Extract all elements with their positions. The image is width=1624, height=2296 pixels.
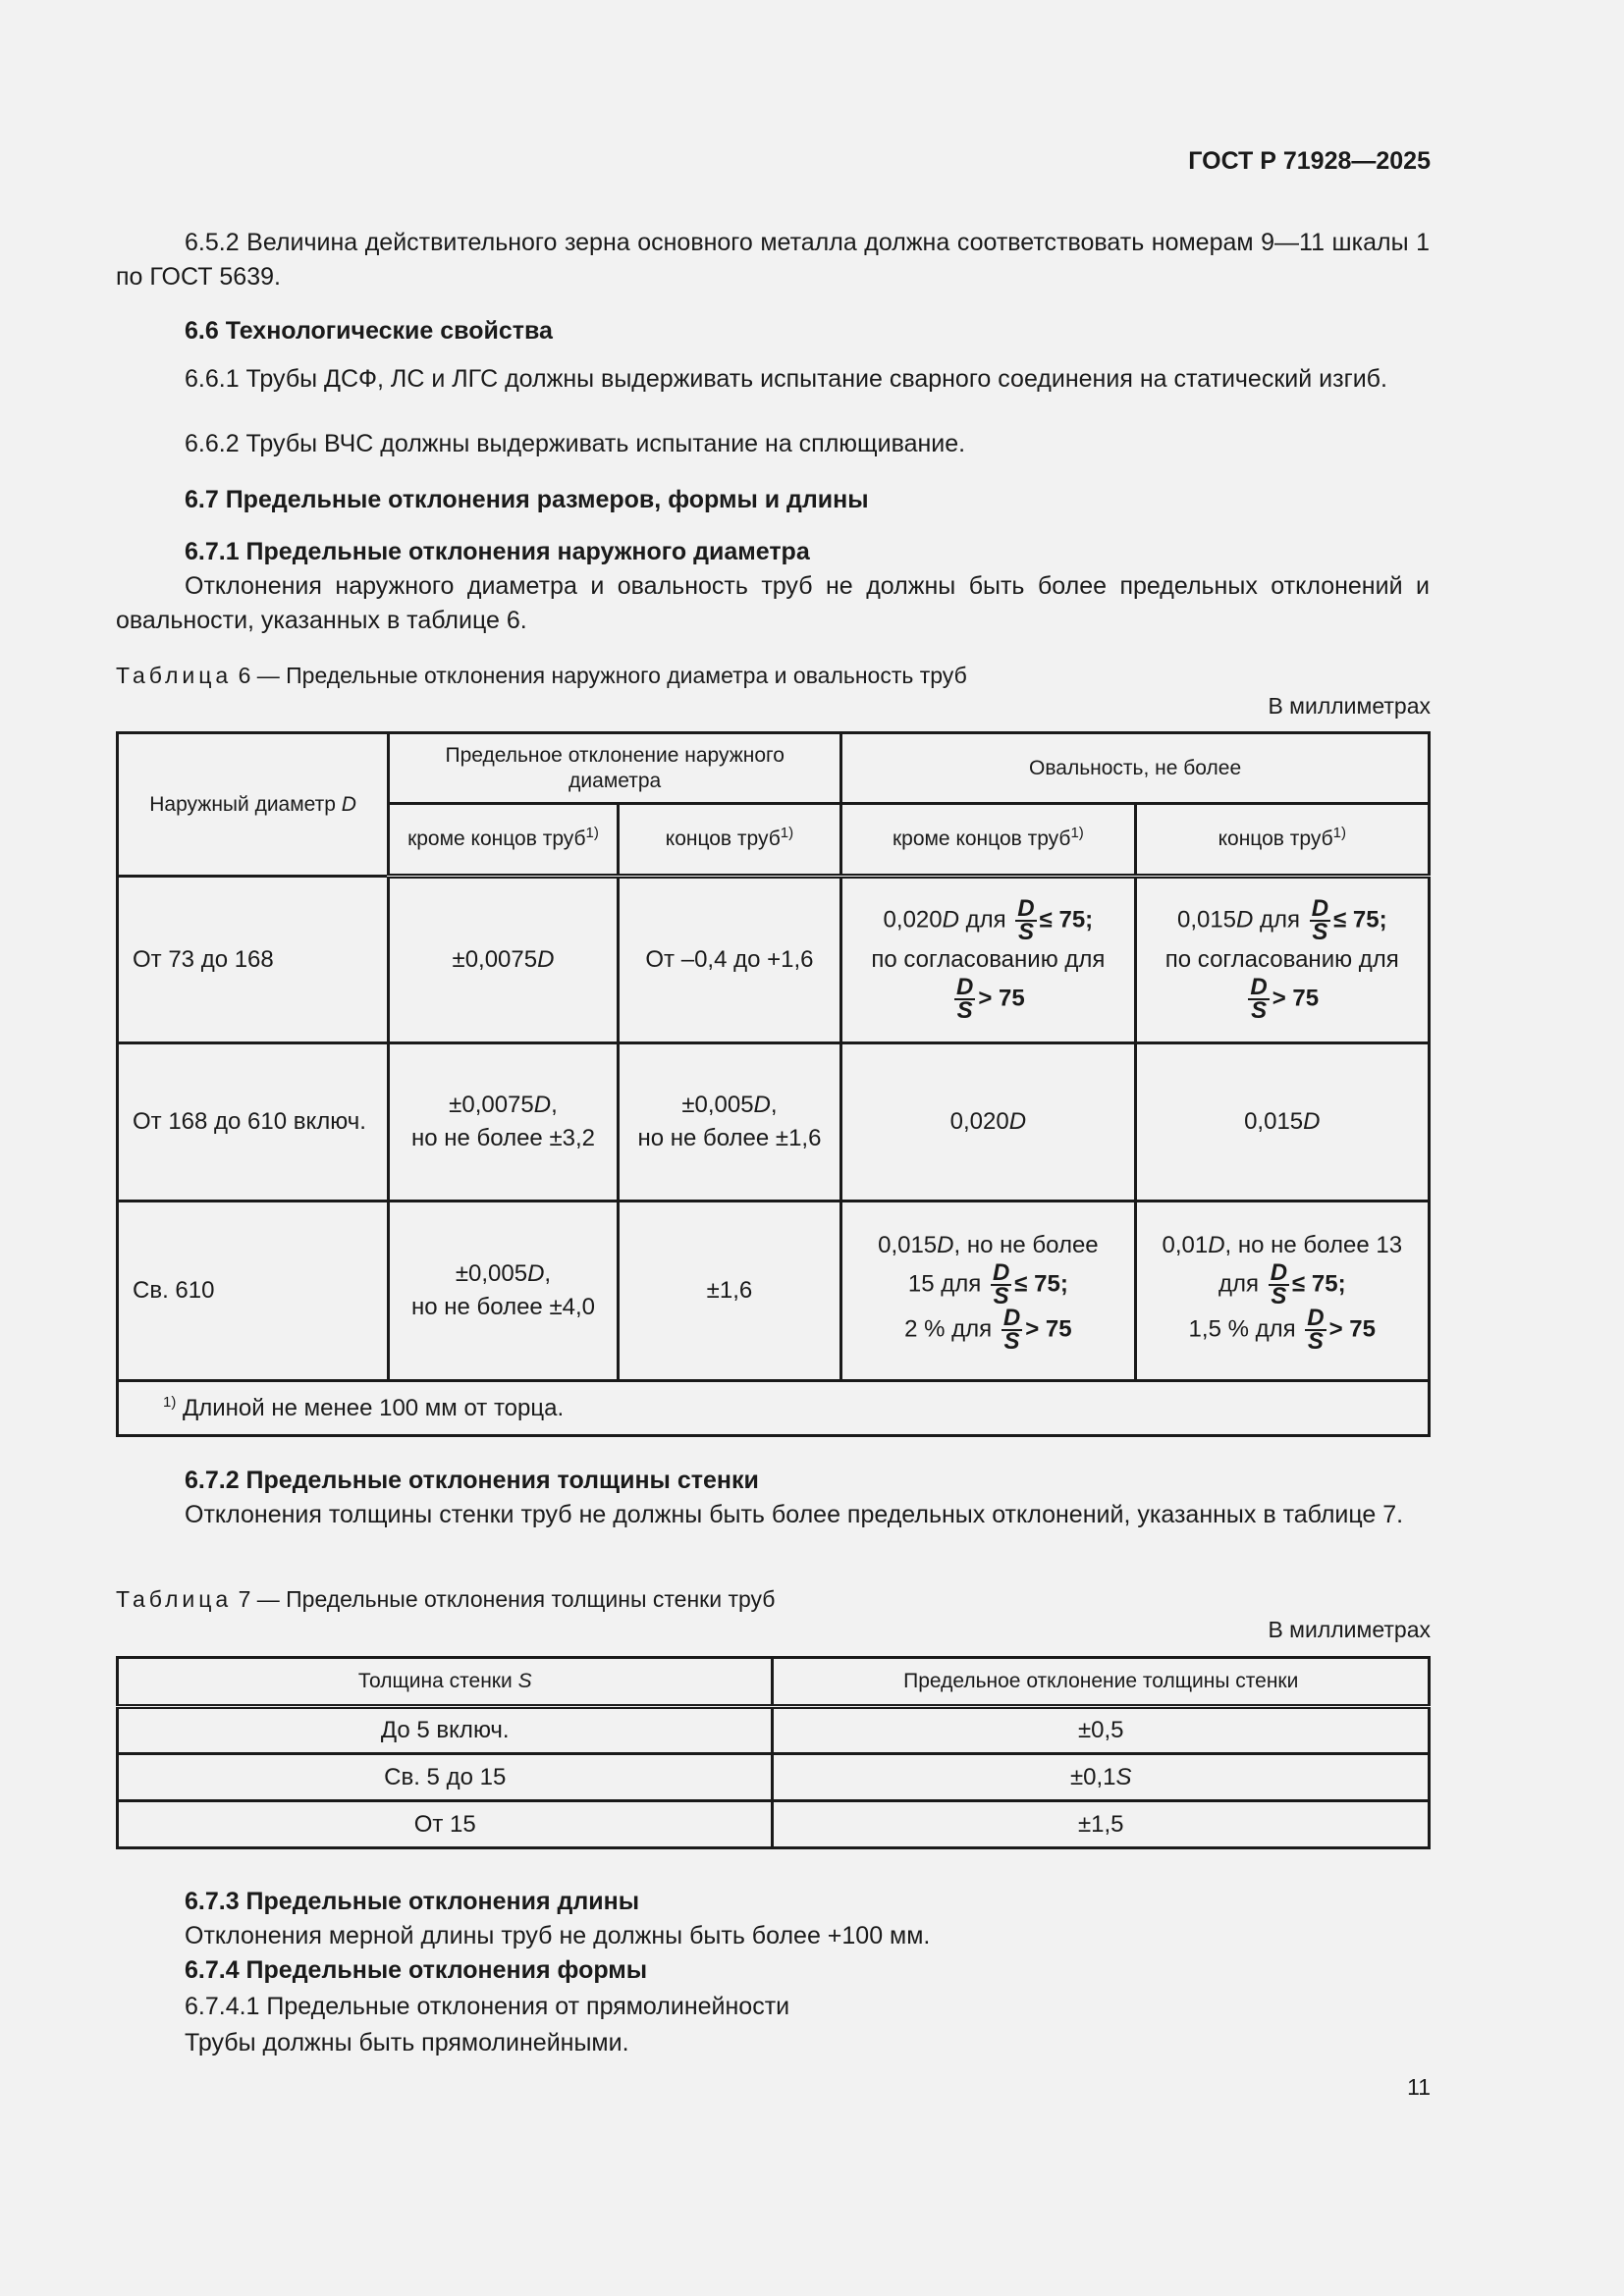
table-row — [118, 877, 1430, 1043]
header-diameter-deviation: Предельное отклонение наружного диаметра — [389, 733, 841, 804]
paragraph-6-5-2: 6.5.2 Величина действительного зерна основного металла должна соответствовать номерам 9—11 шкалы 1 по ГОСТ 5639. — [116, 229, 1430, 291]
header-except-ends: кроме концов труб$^{1)}$ — [389, 804, 618, 877]
cell-deviation: ±0,1S — [773, 1754, 1430, 1801]
paragraph-6-7-3: Отклонения мерной длины труб не должны быть более +100 мм. — [185, 1922, 931, 1949]
table-row — [118, 1043, 1430, 1201]
cell-deviation-ends: От –0,4 до +1,6 — [618, 877, 840, 1043]
heading-6-7-4: 6.7.4 Предельные отклонения формы — [185, 1956, 648, 1984]
table-row — [118, 1801, 1430, 1848]
cell-deviation: ±0,5 — [773, 1707, 1430, 1754]
table-row — [118, 1201, 1430, 1381]
cell-deviation-ends: ±0,005D, но не более ±1,6 — [618, 1043, 840, 1201]
caption-text: 7 — Предельные отклонения толщины стенки труб — [238, 1586, 776, 1612]
header-ovality-except-ends: кроме концов труб$^{1)}$ — [841, 804, 1135, 877]
table-footnote-row — [118, 1381, 1430, 1436]
cell-thickness: До 5 включ. — [118, 1707, 773, 1754]
cell-deviation-except-ends: ±0,0075D, но не более ±3,2 — [389, 1043, 618, 1201]
table-6-caption — [116, 663, 967, 689]
cell-thickness: Св. 5 до 15 — [118, 1754, 773, 1801]
heading-6-6: 6.6 Технологические свойства — [185, 317, 553, 345]
header-thickness-deviation: Предельное отклонение толщины стенки — [773, 1658, 1430, 1707]
cell-deviation: ±1,5 — [773, 1801, 1430, 1848]
table-7-units: В миллиметрах — [1268, 1617, 1431, 1642]
cell-thickness: От 15 — [118, 1801, 773, 1848]
header-outer-diameter: Наружный диаметр D — [118, 733, 389, 877]
cell-ovality-ends: 0,01D, но не более 13 для $\frac{D}{S}$ ≤ 75; 1,5 % для $\frac{D}{S}$ > 75 — [1135, 1201, 1429, 1381]
table-7 — [116, 1656, 1431, 1849]
table-6-units: В миллиметрах — [1268, 693, 1431, 719]
table-7-caption — [116, 1586, 775, 1613]
paragraph-6-7-1: Отклонения наружного диаметра и овальность труб не должны быть более предельных отклонений и овальности, указанных в таблице 6. — [116, 572, 1430, 634]
paragraph-6-7-2: Отклонения толщины стенки труб не должны быть более предельных отклонений, указанных в таблице 7. — [185, 1501, 1404, 1528]
cell-ovality-except-ends: 0,020D — [841, 1043, 1135, 1201]
table-6 — [116, 731, 1431, 1437]
paragraph-6-6-1: 6.6.1 Трубы ДСФ, ЛС и ЛГС должны выдерживать испытание сварного соединения на статический изгиб. — [185, 365, 1387, 393]
heading-6-7-3: 6.7.3 Предельные отклонения длины — [185, 1888, 640, 1915]
header-ends: концов труб$^{1)}$ — [618, 804, 840, 877]
caption-text: 6 — Предельные отклонения наружного диаметра и овальность труб — [238, 663, 967, 688]
header-ovality: Овальность, не более — [841, 733, 1430, 804]
cell-ovality-ends: 0,015D — [1135, 1043, 1429, 1201]
cell-deviation-except-ends: ±0,0075D — [389, 877, 618, 1043]
cell-deviation-ends: ±1,6 — [618, 1201, 840, 1381]
heading-6-7: 6.7 Предельные отклонения размеров, формы и длины — [185, 486, 869, 513]
caption-word: Таблица — [116, 1586, 233, 1612]
page-number: 11 — [1407, 2074, 1431, 2100]
cell-diameter: От 168 до 610 включ. — [118, 1043, 389, 1201]
header-wall-thickness: Толщина стенки S — [118, 1658, 773, 1707]
table-row — [118, 1754, 1430, 1801]
cell-diameter: Св. 610 — [118, 1201, 389, 1381]
cell-ovality-except-ends: 0,015D, но не более 15 для $\frac{D}{S}$ ≤ 75; 2 % для $\frac{D}{S}$ > 75 — [841, 1201, 1135, 1381]
cell-ovality-ends: 0,015D для $\frac{D}{S}$ ≤ 75; по согласованию для $\frac{D}{S}$ > 75 — [1135, 877, 1429, 1043]
table-row — [118, 1707, 1430, 1754]
cell-ovality-except-ends: 0,020D для $\frac{D}{S}$ ≤ 75; по согласованию для $\frac{D}{S}$ > 75 — [841, 877, 1135, 1043]
paragraph-6-7-4-1-text: Трубы должны быть прямолинейными. — [185, 2029, 629, 2056]
paragraph-6-6-2: 6.6.2 Трубы ВЧС должны выдерживать испытание на сплющивание. — [185, 430, 966, 457]
paragraph-6-7-4-1: 6.7.4.1 Предельные отклонения от прямолинейности — [185, 1993, 790, 2020]
cell-diameter: От 73 до 168 — [118, 877, 389, 1043]
table-footnote: $^{1)}$ Длиной не менее 100 мм от торца. — [118, 1381, 1430, 1436]
caption-word: Таблица — [116, 663, 233, 688]
cell-deviation-except-ends: ±0,005D, но не более ±4,0 — [389, 1201, 618, 1381]
document-code: ГОСТ Р 71928—2025 — [1188, 147, 1431, 175]
header-ovality-ends: концов труб$^{1)}$ — [1135, 804, 1429, 877]
heading-6-7-2: 6.7.2 Предельные отклонения толщины стенки — [185, 1467, 759, 1494]
heading-6-7-1: 6.7.1 Предельные отклонения наружного диаметра — [185, 538, 810, 565]
